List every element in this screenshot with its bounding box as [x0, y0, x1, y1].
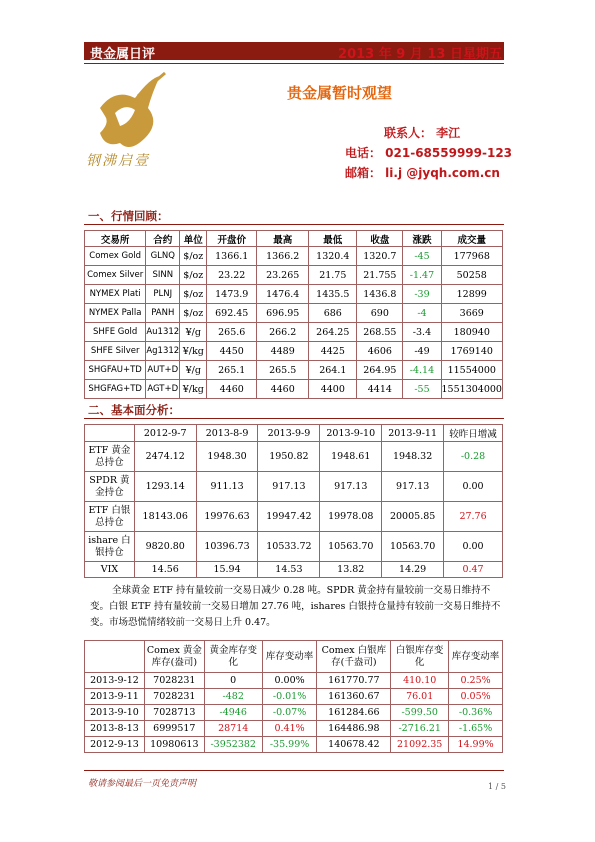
cell: 177968 [441, 247, 503, 266]
cell: NYMEX Palla [85, 304, 146, 323]
cell: -55 [403, 380, 441, 399]
cell: ¥/kg [180, 380, 207, 399]
cell: -49 [403, 342, 441, 361]
table-row [85, 361, 503, 380]
cell: 1948.61 [320, 442, 382, 472]
section1-divider [84, 224, 504, 225]
contact-phone: 电话： 021-68559999-123 [345, 146, 513, 160]
market-table-header [85, 231, 503, 247]
cell: 6999517 [144, 721, 204, 737]
cell: 4460 [207, 380, 257, 399]
cell: Au1312 [146, 323, 180, 342]
cell: 1436.8 [357, 285, 403, 304]
col-header: 合约 [146, 231, 180, 247]
cell: 1366.2 [257, 247, 309, 266]
header-date: 2013 年 9 月 13 日星期五 [338, 47, 502, 62]
cell: 23.265 [257, 266, 309, 285]
cell: 1476.4 [257, 285, 309, 304]
cell: SPDR 黄金持仓 [85, 472, 135, 502]
cell: PANH [146, 304, 180, 323]
cell: -0.01% [262, 689, 317, 705]
col-header [85, 425, 135, 442]
cell: 0.41% [262, 721, 317, 737]
cell: 21.75 [309, 266, 357, 285]
cell: 0.00% [262, 673, 317, 689]
cell: 264.1 [309, 361, 357, 380]
cell: -0.36% [449, 705, 503, 721]
cell: 410.10 [391, 673, 449, 689]
table-row [85, 472, 503, 502]
cell: 4425 [309, 342, 357, 361]
cell: 7028231 [144, 673, 204, 689]
page-number: 1 / 5 [488, 782, 506, 791]
cell: 1366.1 [207, 247, 257, 266]
cell: ETF 白银总持仓 [85, 502, 135, 532]
table-row [85, 502, 503, 532]
col-header: 单位 [180, 231, 207, 247]
cell: 28714 [204, 721, 262, 737]
table-row [85, 380, 503, 399]
header-divider [84, 63, 504, 64]
cell: -4 [403, 304, 441, 323]
cell: -1.47 [403, 266, 441, 285]
cell: 10533.72 [258, 532, 320, 562]
cell: 0.05% [449, 689, 503, 705]
footer-disclaimer: 敬请参阅最后一页免责声明 [88, 779, 197, 789]
cell: VIX [85, 562, 135, 578]
cell: 19947.42 [258, 502, 320, 532]
cell: SHGFAU+TD [85, 361, 146, 380]
cell: 686 [309, 304, 357, 323]
cell: 0.00 [444, 472, 503, 502]
col-header: 2012-9-7 [134, 425, 196, 442]
table-row [85, 266, 503, 285]
cell: 3669 [441, 304, 503, 323]
contact-person: 联系人： 李江 [384, 126, 461, 140]
header-left: 贵金属日评 [90, 47, 156, 62]
col-header: Comex 黄金库存(盎司) [144, 641, 204, 673]
cell: 2013-8-13 [85, 721, 145, 737]
cell: 19978.08 [320, 502, 382, 532]
cell: GLNQ [146, 247, 180, 266]
cell: ishare 白银持仓 [85, 532, 135, 562]
table-row [85, 737, 503, 753]
fundamental-table [84, 424, 503, 578]
logo-text: 钢沸启壹 [86, 153, 150, 169]
cell: 1435.5 [309, 285, 357, 304]
cell: 0.25% [449, 673, 503, 689]
table-row [85, 442, 503, 472]
cell: -39 [403, 285, 441, 304]
page-title: 贵金属暂时观望 [287, 84, 393, 102]
cell: 11554000 [441, 361, 503, 380]
col-header [85, 641, 145, 673]
cell: 0 [204, 673, 262, 689]
cell: ETF 黄金总持仓 [85, 442, 135, 472]
cell: NYMEX Plati [85, 285, 146, 304]
cell: 76.01 [391, 689, 449, 705]
col-header: 库存变动率 [449, 641, 503, 673]
cell: 4414 [357, 380, 403, 399]
cell: 2013-9-10 [85, 705, 145, 721]
cell: SHFE Gold [85, 323, 146, 342]
cell: 12899 [441, 285, 503, 304]
col-header: 2013-8-9 [196, 425, 258, 442]
col-header: 最低 [309, 231, 357, 247]
cell: 10563.70 [320, 532, 382, 562]
cell: $/oz [180, 285, 207, 304]
cell: 21.755 [357, 266, 403, 285]
cell: 0.47 [444, 562, 503, 578]
col-header: 开盘价 [207, 231, 257, 247]
cell: 18143.06 [134, 502, 196, 532]
cell: 2012-9-13 [85, 737, 145, 753]
cell: 1320.7 [357, 247, 403, 266]
cell: -45 [403, 247, 441, 266]
cell: 4460 [257, 380, 309, 399]
cell: 264.95 [357, 361, 403, 380]
cell: 4489 [257, 342, 309, 361]
cell: 10396.73 [196, 532, 258, 562]
cell: -482 [204, 689, 262, 705]
cell: 1948.30 [196, 442, 258, 472]
cell: $/oz [180, 266, 207, 285]
cell: 140678.42 [317, 737, 391, 753]
table-row [85, 689, 503, 705]
cell: 1293.14 [134, 472, 196, 502]
cell: -599.50 [391, 705, 449, 721]
footer-divider [84, 770, 504, 771]
table-row [85, 721, 503, 737]
cell: 15.94 [196, 562, 258, 578]
table-row [85, 323, 503, 342]
cell: 19976.63 [196, 502, 258, 532]
cell: 4450 [207, 342, 257, 361]
cell: 27.76 [444, 502, 503, 532]
cell: 164486.98 [317, 721, 391, 737]
cell: -1.65% [449, 721, 503, 737]
col-header: 涨跌 [403, 231, 441, 247]
col-header: 黄金库存变化 [204, 641, 262, 673]
section2-title: 二、基本面分析： [88, 403, 180, 417]
cell: 696.95 [257, 304, 309, 323]
cell: 14.29 [382, 562, 444, 578]
cell: 265.6 [207, 323, 257, 342]
table-row [85, 342, 503, 361]
fundamental-table-header [85, 425, 503, 442]
table-row [85, 304, 503, 323]
cell: 690 [357, 304, 403, 323]
cell: Ag1312 [146, 342, 180, 361]
cell: ¥/g [180, 361, 207, 380]
col-header: 成交量 [441, 231, 503, 247]
cell: 1473.9 [207, 285, 257, 304]
cell: ¥/kg [180, 342, 207, 361]
cell: -2716.21 [391, 721, 449, 737]
cell: 4400 [309, 380, 357, 399]
inventory-table [84, 640, 503, 753]
cell: 1320.4 [309, 247, 357, 266]
market-table [84, 230, 503, 399]
cell: 13.82 [320, 562, 382, 578]
table-row [85, 705, 503, 721]
table-row [85, 247, 503, 266]
cell: SHFE Silver [85, 342, 146, 361]
cell: 10563.70 [382, 532, 444, 562]
cell: 14.56 [134, 562, 196, 578]
cell: 23.22 [207, 266, 257, 285]
cell: 2013-9-12 [85, 673, 145, 689]
cell: 180940 [441, 323, 503, 342]
cell: 2013-9-11 [85, 689, 145, 705]
cell: PLNJ [146, 285, 180, 304]
cell: AGT+D [146, 380, 180, 399]
cell: SINN [146, 266, 180, 285]
cell: 14.53 [258, 562, 320, 578]
cell: 14.99% [449, 737, 503, 753]
inventory-table-header [85, 641, 503, 673]
section1-title: 一、行情回顾： [88, 209, 169, 223]
cell: 1950.82 [258, 442, 320, 472]
header-bar [84, 42, 504, 60]
cell: 917.13 [258, 472, 320, 502]
cell: 265.5 [257, 361, 309, 380]
col-header: 交易所 [85, 231, 146, 247]
cell: -4.14 [403, 361, 441, 380]
table-row [85, 562, 503, 578]
table-row [85, 532, 503, 562]
cell: -3.4 [403, 323, 441, 342]
cell: 20005.85 [382, 502, 444, 532]
cell: 161360.67 [317, 689, 391, 705]
cell: -3952382 [204, 737, 262, 753]
cell: AUT+D [146, 361, 180, 380]
cell: 692.45 [207, 304, 257, 323]
cell: 10980613 [144, 737, 204, 753]
cell: -0.07% [262, 705, 317, 721]
cell: Comex Silver [85, 266, 146, 285]
cell: 911.13 [196, 472, 258, 502]
cell: 917.13 [382, 472, 444, 502]
cell: 0.00 [444, 532, 503, 562]
cell: 161284.66 [317, 705, 391, 721]
cell: Comex Gold [85, 247, 146, 266]
section2-divider [84, 418, 504, 419]
cell: $/oz [180, 247, 207, 266]
cell: 161770.77 [317, 673, 391, 689]
col-header: 2013-9-10 [320, 425, 382, 442]
cell: -35.99% [262, 737, 317, 753]
col-header: Comex 白银库存(千盎司) [317, 641, 391, 673]
cell: 1769140 [441, 342, 503, 361]
cell: 264.25 [309, 323, 357, 342]
contact-email: 邮箱： li.j @jyqh.com.cn [345, 166, 500, 180]
col-header: 库存变动率 [262, 641, 317, 673]
col-header: 收盘 [357, 231, 403, 247]
col-header: 最高 [257, 231, 309, 247]
table-row [85, 673, 503, 689]
cell: 1551304000 [441, 380, 503, 399]
col-header: 白银库存变化 [391, 641, 449, 673]
cell: ¥/g [180, 323, 207, 342]
table-row [85, 285, 503, 304]
cell: -0.28 [444, 442, 503, 472]
cell: 7028231 [144, 689, 204, 705]
cell: 9820.80 [134, 532, 196, 562]
cell: $/oz [180, 304, 207, 323]
cell: 4606 [357, 342, 403, 361]
cell: 7028713 [144, 705, 204, 721]
cell: 265.1 [207, 361, 257, 380]
cell: 1948.32 [382, 442, 444, 472]
cell: 50258 [441, 266, 503, 285]
cell: -4946 [204, 705, 262, 721]
cell: 21092.35 [391, 737, 449, 753]
cell: 917.13 [320, 472, 382, 502]
col-header: 较昨日增减 [444, 425, 503, 442]
analysis-note: 全球黄金 ETF 持有量较前一交易日减少 0.28 吨。SPDR 黄金持有量较前一交易日维持不变。白银 ETF 持有量较前一交易日增加 27.76 吨，ishares 白银持仓量持有较前一交易日维持不变。市场恐慌情绪较前一交易日上升 0.47。 [90, 585, 501, 628]
cell: 2474.12 [134, 442, 196, 472]
cell: 266.2 [257, 323, 309, 342]
col-header: 2013-9-9 [258, 425, 320, 442]
cell: 268.55 [357, 323, 403, 342]
cell: SHGFAG+TD [85, 380, 146, 399]
col-header: 2013-9-11 [382, 425, 444, 442]
